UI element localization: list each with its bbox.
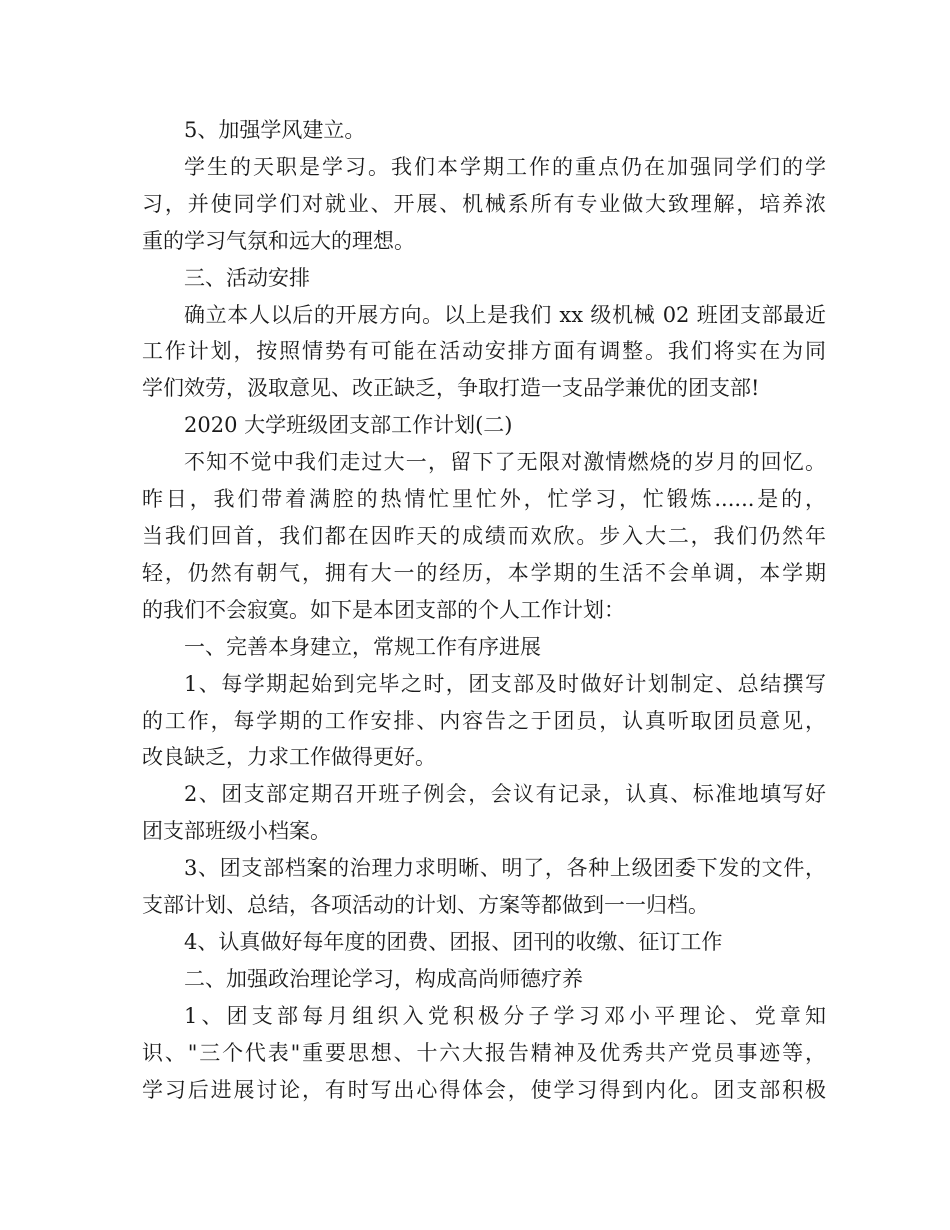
text-line: 4、认真做好每年度的团费、团报、团刊的收缴、征订工作	[184, 929, 723, 954]
text-line: 昨日，我们带着满腔的热情忙里忙外，忙学习，忙锻炼......是的，	[142, 487, 826, 512]
document-body	[142, 112, 826, 1108]
text-line: 2020 大学班级团支部工作计划(二)	[184, 413, 513, 438]
text-line: 三、活动安排	[184, 265, 310, 290]
text-line: 学习后进展讨论，有时写出心得体会，使学习得到内化。团支部积极	[142, 1077, 826, 1102]
text-line: 一、完善本身建立，常规工作有序进展	[184, 634, 541, 659]
text-line: 确立本人以后的开展方向。以上是我们 xx 级机械 02 班团支部最近	[184, 302, 826, 327]
text-line: 的工作，每学期的工作安排、内容告之于团员，认真听取团员意见，	[142, 708, 826, 733]
text-line: 不知不觉中我们走过大一，留下了无限对激情燃烧的岁月的回忆。	[184, 450, 826, 475]
text-line: 识、"三个代表"重要思想、十六大报告精神及优秀共产党员事迹等，	[142, 1040, 826, 1065]
text-line: 3、团支部档案的治理力求明晰、明了，各种上级团委下发的文件，	[184, 856, 826, 881]
text-lines	[142, 112, 826, 1108]
text-line: 重的学习气氛和远大的理想。	[142, 228, 415, 253]
text-line: 轻，仍然有朝气，拥有大一的经历，本学期的生活不会单调，本学期	[142, 560, 826, 585]
text-line: 二、加强政治理论学习，构成高尚师德疗养	[184, 966, 583, 991]
text-line: 的我们不会寂寞。如下是本团支部的个人工作计划：	[142, 597, 625, 622]
text-line: 习，并使同学们对就业、开展、机械系所有专业做大致理解，培养浓	[142, 191, 826, 216]
text-line: 团支部班级小档案。	[142, 819, 331, 844]
text-line: 改良缺乏，力求工作做得更好。	[142, 745, 436, 770]
text-line: 5、加强学风建立。	[184, 118, 366, 142]
text-line: 支部计划、总结，各项活动的计划、方案等都做到一一归档。	[142, 893, 709, 918]
text-line: 1、团支部每月组织入党积极分子学习邓小平理论、党章知	[184, 1003, 826, 1028]
text-line: 当我们回首，我们都在因昨天的成绩而欢欣。步入大二，我们仍然年	[142, 523, 826, 548]
text-line: 学们效劳，汲取意见、改正缺乏，争取打造一支品学兼优的团支部!	[142, 376, 760, 401]
text-line: 工作计划，按照情势有可能在活动安排方面有调整。我们将实在为同	[142, 339, 826, 364]
text-line: 1、每学期起始到完毕之时，团支部及时做好计划制定、总结撰写	[184, 671, 826, 696]
text-line: 2、团支部定期召开班子例会，会议有记录，认真、标准地填写好	[184, 782, 826, 807]
text-line: 学生的天职是学习。我们本学期工作的重点仍在加强同学们的学	[184, 154, 826, 179]
